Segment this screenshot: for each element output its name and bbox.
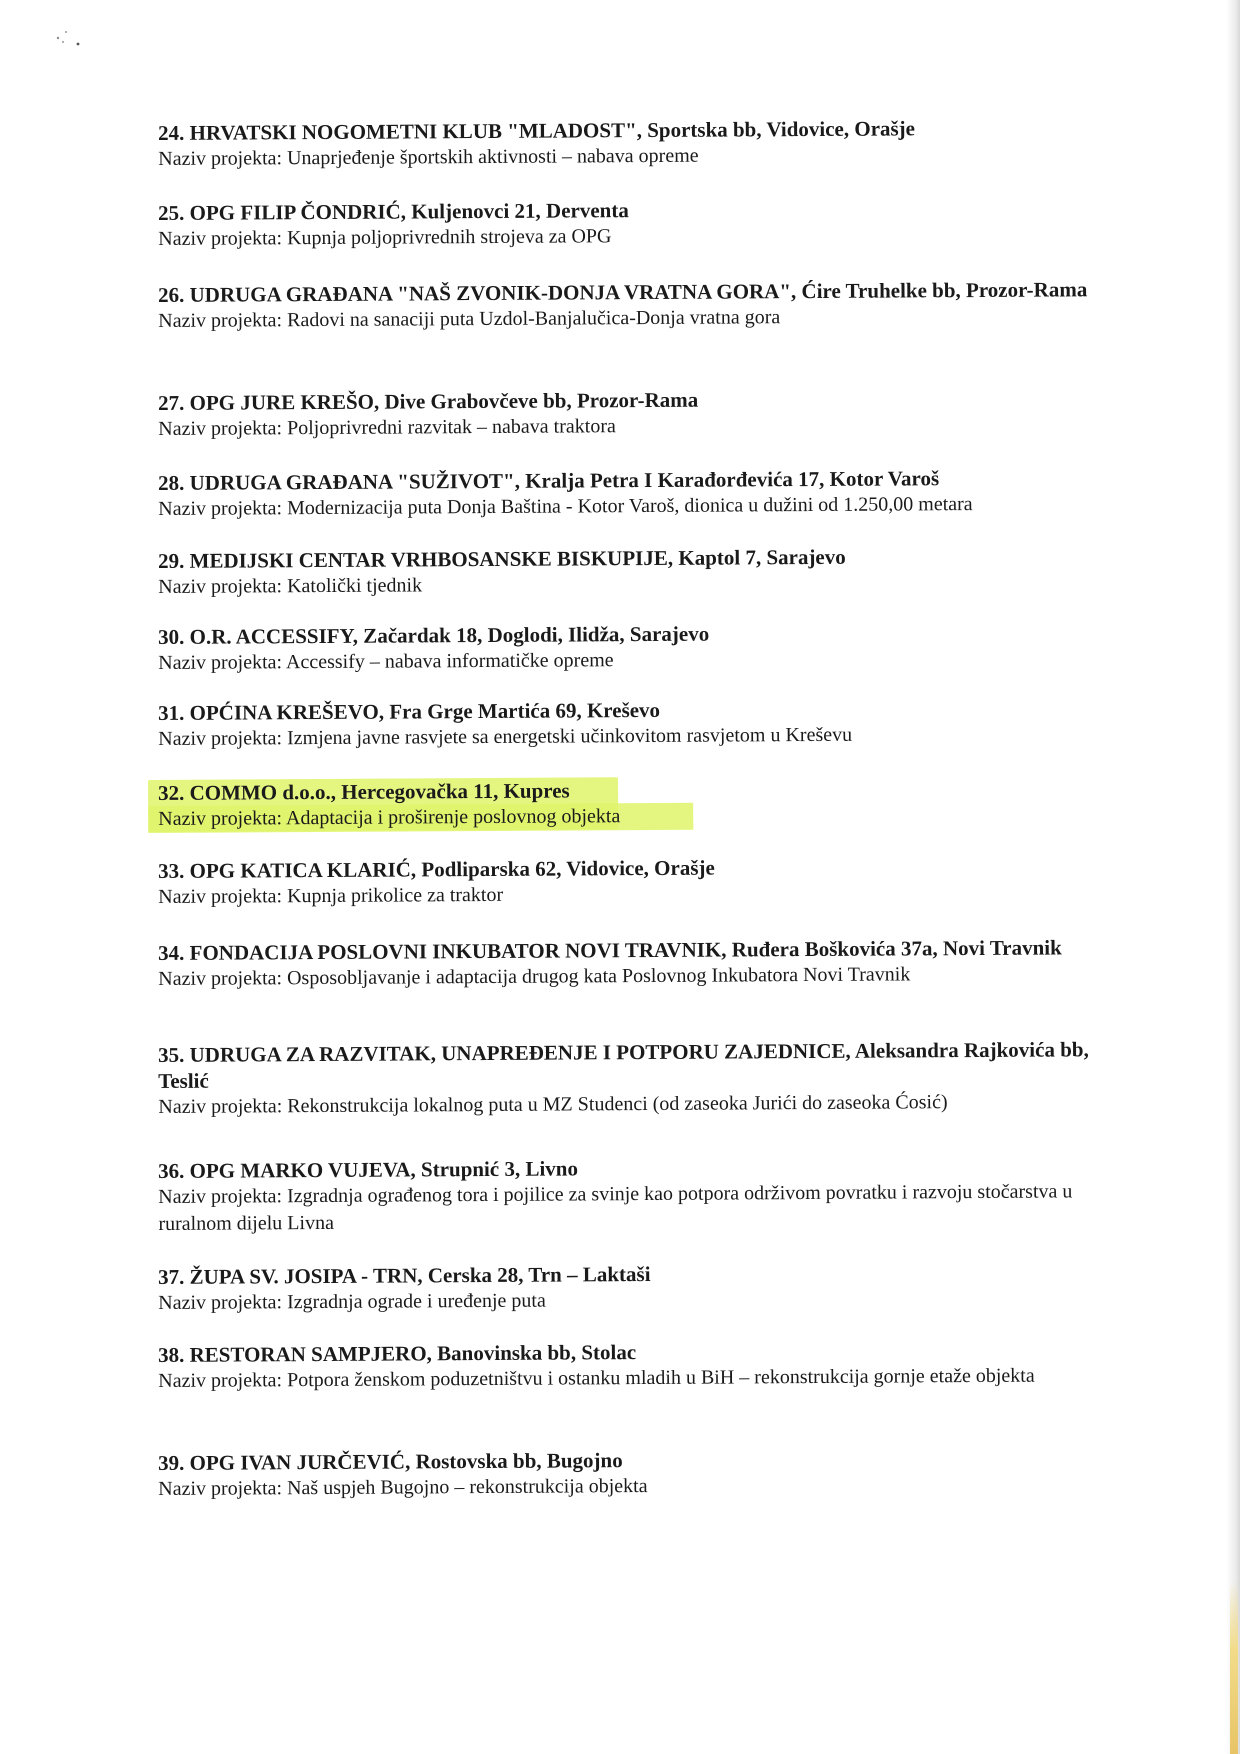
entry-project: Naziv projekta: Modernizacija puta Donja Baština - Kotor Varoš, dionica u dužini od 1.250,00 metara <box>158 493 973 520</box>
entry-project: Naziv projekta: Accessify – nabava informatičke opreme <box>158 649 614 674</box>
entry-project: Naziv projekta: Izgradnja ograde i uređenje puta <box>158 1289 546 1314</box>
entry-title: 28. UDRUGA GRAĐANA "SUŽIVOT", Kralja Petra I Karađorđevića 17, Kotor Varoš <box>158 466 940 495</box>
list-item <box>158 934 1108 993</box>
entry-project: Naziv projekta: Naš uspjeh Bugojno – rekonstrukcija objekta <box>158 1475 648 1500</box>
list-item <box>158 694 1108 753</box>
list-item <box>158 1152 1108 1238</box>
entry-project: Naziv projekta: Poljoprivredni razvitak – nabava traktora <box>158 415 616 440</box>
list-item <box>158 1444 1108 1503</box>
list-item-highlighted <box>158 774 1108 833</box>
entry-title: 36. OPG MARKO VUJEVA, Strupnić 3, Livno <box>158 1156 579 1183</box>
list-item <box>158 464 1108 523</box>
entry-project: Naziv projekta: Katolički tjednik <box>158 574 423 598</box>
list-item <box>158 618 1108 677</box>
entry-title: 34. FONDACIJA POSLOVNI INKUBATOR NOVI TRAVNIK, Ruđera Boškovića 37a, Novi Travnik <box>158 935 1062 965</box>
scan-edge-shadow <box>1226 0 1240 1754</box>
entry-title: 30. O.R. ACCESSIFY, Začardak 18, Doglodi, Ilidža, Sarajevo <box>158 621 710 649</box>
entry-project: Naziv projekta: Osposobljavanje i adaptacija drugog kata Poslovnog Inkubatora Novi Travnik <box>158 963 911 990</box>
entry-title: 27. OPG JURE KREŠO, Dive Grabovčeve bb, Prozor-Rama <box>158 387 699 415</box>
scan-specks <box>54 28 90 50</box>
entry-title: 35. UDRUGA ZA RAZVITAK, UNAPREĐENJE I POTPORU ZAJEDNICE, Aleksandra Rajkovića bb, Teslić <box>158 1037 1089 1093</box>
entry-title: 26. UDRUGA GRAĐANA "NAŠ ZVONIK-DONJA VRATNA GORA", Ćire Truhelke bb, Prozor-Rama <box>158 277 1088 307</box>
list-item <box>158 1258 1108 1317</box>
entry-project: Naziv projekta: Kupnja prikolice za traktor <box>158 883 504 908</box>
list-item <box>158 194 1108 253</box>
entry-title: 39. OPG IVAN JURČEVIĆ, Rostovska bb, Bugojno <box>158 1448 623 1475</box>
entry-title: 31. OPĆINA KREŠEVO, Fra Grge Martića 69, Kreševo <box>158 697 661 725</box>
list-item <box>158 852 1108 911</box>
list-item <box>158 384 1108 443</box>
entry-title: 25. OPG FILIP ČONDRIĆ, Kuljenovci 21, Derventa <box>158 198 629 225</box>
scan-edge-tint <box>1230 1580 1238 1754</box>
entry-project: Naziv projekta: Adaptacija i proširenje poslovnog objekta <box>158 805 621 830</box>
entry-title: 32. COMMO d.o.o., Hercegovačka 11, Kupres <box>158 778 570 805</box>
entry-project: Naziv projekta: Potpora ženskom poduzetništvu i ostanku mladih u BiH – rekonstrukcija gornje etaže objekta <box>158 1364 1035 1392</box>
entry-title: 24. HRVATSKI NOGOMETNI KLUB "MLADOST", Sportska bb, Vidovice, Orašje <box>158 116 916 145</box>
entry-project: Naziv projekta: Unaprjeđenje športskih aktivnosti – nabava opreme <box>158 144 699 170</box>
list-item <box>158 276 1108 335</box>
entry-title: 29. MEDIJSKI CENTAR VRHBOSANSKE BISKUPIJE, Kaptol 7, Sarajevo <box>158 544 846 573</box>
entry-project: Naziv projekta: Kupnja poljoprivrednih strojeva za OPG <box>158 225 612 250</box>
entry-title: 38. RESTORAN SAMPJERO, Banovinska bb, Stolac <box>158 1340 637 1367</box>
entry-project: Naziv projekta: Izmjena javne rasvjete sa energetski učinkovitom rasvjetom u Kreševu <box>158 723 853 750</box>
list-item <box>158 542 1108 601</box>
list-item <box>158 1336 1108 1395</box>
entry-title: 37. ŽUPA SV. JOSIPA - TRN, Cerska 28, Trn – Laktaši <box>158 1261 651 1289</box>
list-item <box>158 114 1108 173</box>
entry-project: Naziv projekta: Rekonstrukcija lokalnog puta u MZ Studenci (od zaseoka Jurići do zaseoka Ćosić) <box>158 1091 948 1118</box>
entry-project: Naziv projekta: Izgradnja ograđenog tora i pojilice za svinje kao potpora održivom povratku i razvoju stočarstva u ruralnom dijelu Livna <box>158 1180 1073 1235</box>
entry-project: Naziv projekta: Radovi na sanaciji puta Uzdol-Banjalučica-Donja vratna gora <box>158 306 781 332</box>
entry-title: 33. OPG KATICA KLARIĆ, Podliparska 62, Vidovice, Orašje <box>158 855 715 883</box>
list-item <box>158 1036 1108 1121</box>
